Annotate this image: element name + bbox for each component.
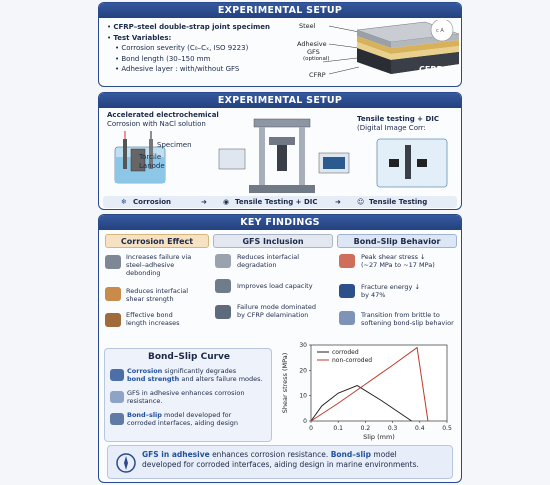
finding-bond-2: [361, 283, 420, 299]
finding-line: softening bond-slip behavior: [361, 319, 454, 327]
flow-corrosion: Corrosion: [133, 198, 172, 206]
finding-line: Transition from brittle to: [361, 311, 440, 319]
panel-title-2: EXPERIMENTAL SETUP: [99, 93, 461, 108]
finding-line: shear strength: [126, 295, 174, 303]
experimental-setup-panel: [98, 2, 462, 87]
finding-line: debonding: [126, 269, 161, 277]
curve-item-text: model developed for: [161, 411, 232, 419]
x-tick-label: 0.4: [415, 425, 425, 432]
compass-icon: [115, 452, 137, 474]
key-findings-title: KEY FINDINGS: [99, 215, 461, 230]
key-findings-panel: [98, 214, 462, 483]
bond-slip-summary-box: [104, 348, 272, 442]
curve-item-1: [127, 367, 271, 383]
process-flow-bar: [103, 196, 457, 208]
variable-corrosion: Corrosion severity (C₀–Cₓ, ISO 9223): [121, 44, 249, 52]
x-tick-label: 0.2: [360, 425, 371, 432]
pencil-icon: [110, 369, 124, 381]
specimen-slab-drawing: [299, 20, 461, 86]
y-tick-label: 10: [299, 392, 307, 400]
finding-gfs-3: [237, 303, 316, 319]
x-tick-label: 0.1: [333, 425, 343, 432]
tensile-caption: [357, 115, 439, 132]
lightning-icon: [339, 284, 355, 298]
snowflake-icon: ❄: [121, 198, 127, 206]
finding-line: by 47%: [361, 291, 386, 299]
finding-line: Effective bond: [126, 311, 173, 319]
variable-adhesive: Adhesive layer : with/without GFS: [121, 65, 240, 73]
transition-icon: [339, 311, 355, 325]
accelerated-sub: Corrosion with NaCl solution: [107, 119, 206, 128]
finding-line: steel–adhesive: [126, 261, 175, 269]
finding-line: Reduces interfacial: [126, 287, 189, 295]
bottom-text-part: developed for corroded interfaces, aiding design in marine environments.: [142, 460, 419, 469]
bottom-bold: Bond–slip: [330, 450, 371, 459]
bottom-text-part: enhances corrosion resistance.: [209, 450, 331, 459]
flow-tensile-dic: Tensile Testing + DIC: [235, 198, 318, 206]
chart-icon: [110, 413, 124, 425]
gauge-icon: ◉: [223, 198, 230, 206]
finding-line: (~27 MPa to ~17 MPa): [361, 261, 435, 269]
curve-item-bold: Bond–slip: [127, 411, 162, 419]
finding-corrosion-2: [126, 287, 188, 303]
x-axis-label: Slip (mm): [363, 433, 395, 441]
arrow-right-icon: ➜: [201, 198, 207, 206]
curve-item-bold: bond strength: [127, 375, 180, 383]
bond-slip-box-title: Bond–Slip Curve: [147, 352, 231, 362]
tensile-sub: (Digital Image Corr:: [357, 123, 426, 132]
person-icon: ☺: [357, 198, 365, 206]
label-optional: (optional): [303, 56, 330, 62]
bottom-summary: [107, 445, 453, 479]
finding-line: Reduces interfacial: [237, 253, 300, 261]
x-tick-label: 0.5: [442, 425, 452, 432]
delamination-icon: [215, 305, 231, 319]
legend-label: corroded: [332, 349, 359, 356]
label-torcile: Torcile: [139, 153, 162, 161]
bottom-bold: GFS in adhesive: [142, 450, 210, 459]
y-tick-label: 20: [299, 367, 307, 375]
label-adhesive: Adhesive: [297, 40, 327, 48]
bond-length-icon: [105, 313, 121, 327]
rust-icon: [105, 287, 121, 301]
curve-item-text: resistance.: [127, 397, 163, 405]
curve-item-text: corroded interfaces, aiding design: [127, 419, 239, 427]
label-specimen: Specimen: [157, 141, 192, 149]
finding-bond-1: [361, 253, 435, 269]
y-tick-label: 0: [303, 418, 307, 425]
finding-line: length increases: [126, 319, 180, 327]
x-tick-label: 0: [309, 425, 313, 432]
finding-line: degradation: [237, 261, 277, 269]
finding-gfs-1: [237, 253, 299, 269]
bottom-text-part: model: [371, 450, 397, 459]
bullet-icon: •: [115, 54, 122, 63]
finding-corrosion-3: [126, 311, 180, 327]
crack-icon: [105, 255, 121, 269]
finding-gfs-2: [237, 282, 313, 290]
finding-corrosion-1: [126, 253, 191, 277]
layers-icon: [215, 254, 231, 268]
test-variables-label: Test Variables:: [113, 33, 172, 42]
bullet-icon: •: [107, 33, 114, 42]
experimental-setup-panel-2: [98, 92, 462, 210]
panel-title: EXPERIMENTAL SETUP: [99, 3, 461, 18]
bullet-icon: •: [115, 44, 122, 52]
flow-tensile: Tensile Testing: [369, 198, 428, 206]
setup-bullets: [107, 22, 270, 75]
col-head-corrosion: Corrosion Effect: [105, 234, 209, 248]
layers-icon: [110, 391, 124, 403]
curve-item-3: [127, 411, 271, 427]
label-lanode: Lanode: [139, 162, 165, 170]
finding-line: Peak shear stress ↓: [361, 253, 426, 261]
accelerated-title: Accelerated electrochemical: [107, 111, 219, 119]
specimen-illustration: [299, 20, 461, 86]
finding-line: Fracture energy ↓: [361, 283, 420, 291]
finding-line: Increases failure via: [126, 253, 192, 261]
col-head-bond-slip: Bond–Slip Behavior: [337, 234, 457, 248]
label-cfrp: CFRP: [309, 71, 326, 79]
bullet-icon: •: [107, 23, 114, 31]
curve-item-bold: Corrosion: [127, 367, 163, 375]
legend-label: non-corroded: [332, 357, 373, 364]
finding-line: Failure mode dominated: [237, 303, 316, 311]
bullet-icon: •: [115, 65, 122, 73]
finding-bond-3: [361, 311, 454, 327]
specimen-zoom-text: c A: [436, 28, 444, 34]
y-axis-label: Shear stress (MPa): [281, 352, 289, 414]
label-gfs: GFS: [307, 48, 320, 56]
finding-line: Improves load capacity: [237, 282, 313, 290]
plate-label: CFRP: [419, 65, 443, 74]
load-icon: [215, 279, 231, 293]
x-tick-label: 0.3: [387, 425, 398, 432]
tensile-title: Tensile testing + DIC: [357, 115, 440, 123]
curve-item-text: significantly degrades: [162, 367, 237, 375]
col-head-gfs: GFS Inclusion: [213, 234, 333, 248]
arrow-right-icon: ➜: [335, 198, 341, 206]
variable-bond-length: Bond length (30–150 mm: [121, 54, 211, 63]
finding-line: by CFRP delamination: [237, 311, 309, 319]
label-steel: Steel: [299, 22, 316, 30]
curve-item-2: [127, 389, 271, 405]
bond-slip-chart: [277, 339, 457, 441]
specimen-bullet: CFRP–steel double-strap joint specimen: [113, 23, 271, 31]
curve-item-text: and alters failure modes.: [179, 375, 263, 383]
y-tick-label: 30: [299, 342, 307, 349]
stress-chart-icon: [339, 254, 355, 268]
curve-item-text: GFS in adhesive enhances corrosion: [127, 389, 245, 397]
bottom-summary-text: [142, 450, 450, 470]
